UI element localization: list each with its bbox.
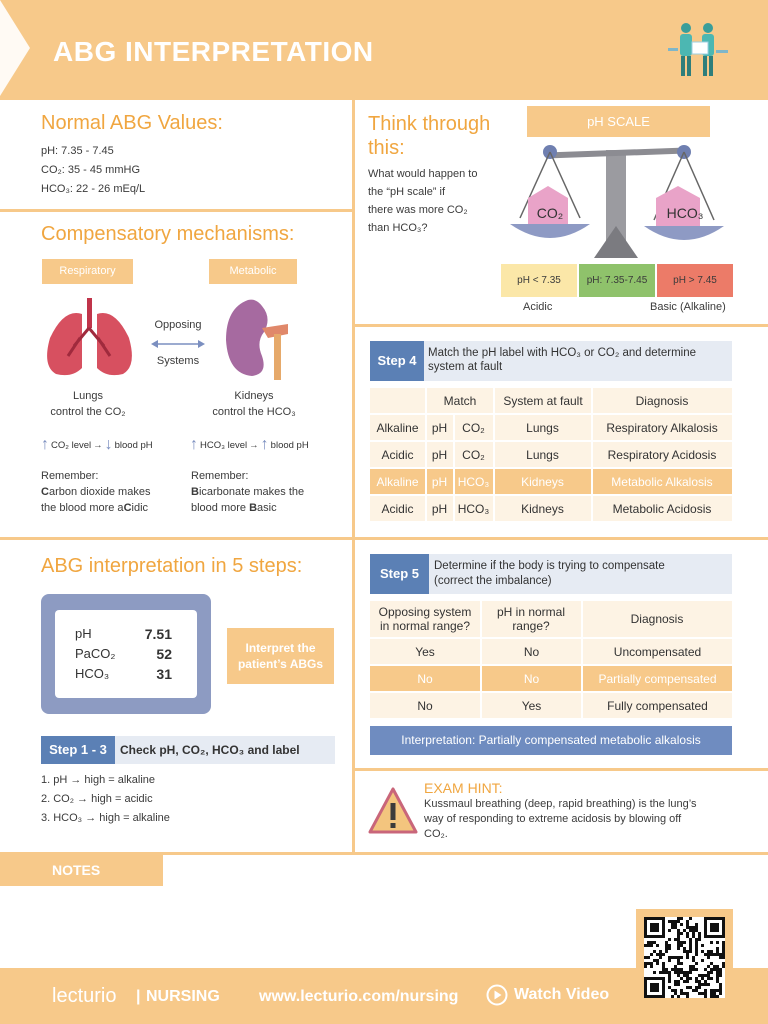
page-title: ABG INTERPRETATION [53,36,374,67]
basic-label: Basic (Alkaline) [650,301,726,313]
mnemonic-line: the blood more aCidic [41,502,149,514]
cell: Partially compensated [598,671,717,686]
list-item: 1. pH → high = alkaline [41,774,156,786]
interpret-callout [227,628,334,684]
ph-range-bar [501,264,733,297]
up-arrow-icon: ↑ [190,436,198,453]
abg-label-paco2: PaCO₂ [75,646,116,661]
ph-range-basic: pH > 7.45 [657,264,733,297]
step5-text-line1: Determine if the body is trying to compensate [434,560,665,572]
footer-divider: | [136,988,141,1005]
list-item: 2. CO₂ → high = acidic [41,793,153,805]
think-title [368,112,490,160]
step4-header-system: System at fault [503,393,583,408]
mnemonic-line: blood more Basic [191,502,277,514]
nursing-label: NURSING [146,988,220,1005]
step5-header-opposing: Opposing system in normal range? [378,605,472,633]
scale-co2-label: CO₂ [536,205,564,221]
abg-value-paco2: 52 [156,646,172,662]
think-question [368,165,477,237]
remember-label: Remember: [191,470,249,482]
co2-rule [41,436,153,454]
play-icon [486,984,508,1006]
respiratory-tag: Respiratory [42,259,133,284]
kidney-icon [222,298,290,380]
watch-video-label: Watch Video [514,986,610,1003]
exam-hint-text [424,797,697,842]
qr-code-icon [644,917,725,998]
question-line: than HCO₃? [368,222,428,234]
kidneys-caption-line1: Kidneys [234,390,274,402]
question-line: the “pH scale” if [368,186,446,198]
step5-header-diagnosis: Diagnosis [630,612,684,626]
divider [352,768,768,771]
think-title-line1: Think through [368,113,491,135]
cell: pH [431,474,448,489]
abg-values [140,624,172,684]
step4-header-match: Match [443,393,477,408]
cell: CO₂ [462,420,485,435]
kidneys-caption [195,388,313,420]
normal-value-co2: CO₂: 35 - 45 mmHG [41,164,141,176]
step5-text-line2: (correct the imbalance) [434,575,552,587]
hco3-rule-left: HCO₃ level [200,439,248,451]
cell: Respiratory Alkalosis [606,420,718,435]
cell: HCO₃ [457,501,490,516]
scale-hco3-label: HCO₃ [666,205,704,221]
cell: Kidneys [521,474,564,489]
interpretation-banner: Interpretation: Partially compensated metabolic alkalosis [370,726,732,755]
ph-range-acidic: pH < 7.35 [501,264,577,297]
cell: No [417,671,433,686]
acidic-label: Acidic [523,301,553,313]
abg-value-ph: 7.51 [144,626,172,642]
cell: Fully compensated [607,698,708,713]
header-arrow-decoration [0,0,30,96]
cell: pH [431,501,448,516]
compensatory-title: Compensatory mechanisms: [41,223,295,245]
systems-label: Systems [156,355,200,367]
notes-label: NOTES [0,855,163,886]
step4-label: Step 4 [370,341,424,381]
cell: Lungs [526,420,559,435]
normal-values-title: Normal ABG Values: [41,112,223,134]
abg-labels [75,624,115,684]
exam-hint-title: EXAM HINT: [424,780,503,796]
cell: Respiratory Acidosis [607,447,717,462]
cell: Yes [521,698,542,713]
interpret-line2: patient’s ABGs [237,657,324,671]
step5-label: Step 5 [370,554,429,594]
list-item: 3. HCO₃ → high = alkaline [41,812,170,824]
cell: No [417,698,433,713]
step4-header-diagnosis: Diagnosis [635,393,689,408]
cell: Acidic [381,447,414,462]
cell: Metabolic Alkalosis [611,474,713,489]
divider [0,209,352,212]
cell: Lungs [526,447,559,462]
cell: Metabolic Acidosis [612,501,712,516]
cell: Alkaline [376,474,419,489]
remember-label: Remember: [41,470,99,482]
normal-value-ph: pH: 7.35 - 7.45 [41,145,114,157]
cell: Uncompensated [613,644,702,659]
double-arrow-icon [150,337,206,351]
step13-list [41,771,170,828]
co2-mnemonic [41,468,150,516]
ph-range-normal: pH: 7.35-7.45 [579,264,655,297]
opposing-label: Opposing [154,319,202,331]
ph-scale-label: pH SCALE [527,106,710,137]
question-line: What would happen to [368,168,478,180]
balance-scale-icon [506,140,728,258]
step4-text: Match the pH label with HCO₃ or CO₂ and determine system at fault [428,347,697,373]
exam-hint-line: CO₂. [424,828,448,840]
cell: Kidneys [521,501,564,516]
cell: CO₂ [462,447,485,462]
nurses-icon [660,20,732,82]
five-steps-title: ABG interpretation in 5 steps: [41,555,303,577]
lungs-icon [42,298,137,378]
cell: No [523,644,540,659]
mnemonic-line: Carbon dioxide makes [41,486,151,498]
lungs-caption-line1: Lungs [73,390,103,402]
up-arrow-icon: ↑ [260,436,269,453]
cell: pH [431,447,448,462]
think-title-line2: this: [368,137,405,159]
qr-code-frame[interactable] [636,909,733,1006]
divider [0,537,768,540]
metabolic-tag: Metabolic [209,259,297,284]
divider [352,324,768,327]
hco3-rule-right: blood pH [270,439,309,451]
abg-monitor [41,594,211,714]
lungs-caption-line2: control the CO₂ [50,406,126,418]
cell: pH [431,420,448,435]
step13-label: Step 1 - 3 [41,736,115,764]
hco3-mnemonic [191,468,304,516]
lecturio-logo: lecturio [52,985,117,1007]
question-line: there was more CO₂ [368,204,468,216]
co2-rule-left: CO₂ level [51,439,92,451]
step5-text [434,559,665,589]
abg-value-hco3: 31 [156,666,172,682]
normal-values-list [41,142,145,199]
up-arrow-icon: ↑ [41,436,49,453]
exam-hint-line: Kussmaul breathing (deep, rapid breathing) is the lung’s [424,798,697,810]
cell: Acidic [381,501,414,516]
cell: Alkaline [376,420,419,435]
cell: Yes [415,644,435,659]
cell: No [523,671,540,686]
arrow-right-icon: → [93,439,103,451]
lungs-caption [28,388,148,420]
step13-text: Check pH, CO₂, HCO₃ and label [120,743,300,757]
kidneys-caption-line2: control the HCO₃ [212,406,296,418]
normal-value-hco3: HCO₃: 22 - 26 mEq/L [41,183,146,195]
footer-url-link[interactable]: www.lecturio.com/nursing [259,988,459,1005]
co2-rule-right: blood pH [114,439,153,451]
exam-hint-line: way of responding to extreme acidosis by blowing off [424,813,682,825]
column-divider [352,100,355,854]
down-arrow-icon: ↓ [104,436,113,453]
step5-header-ph: pH in normal range? [496,605,566,633]
hco3-rule [190,436,309,454]
arrow-right-icon: → [249,439,259,451]
watch-video-link[interactable] [486,984,609,1006]
warning-icon [368,786,418,836]
cell: HCO₃ [457,474,490,489]
interpret-line1: Interpret the [245,641,316,655]
abg-label-ph: pH [75,626,92,641]
abg-label-hco3: HCO₃ [75,666,110,681]
mnemonic-line: Bicarbonate makes the [191,486,305,498]
